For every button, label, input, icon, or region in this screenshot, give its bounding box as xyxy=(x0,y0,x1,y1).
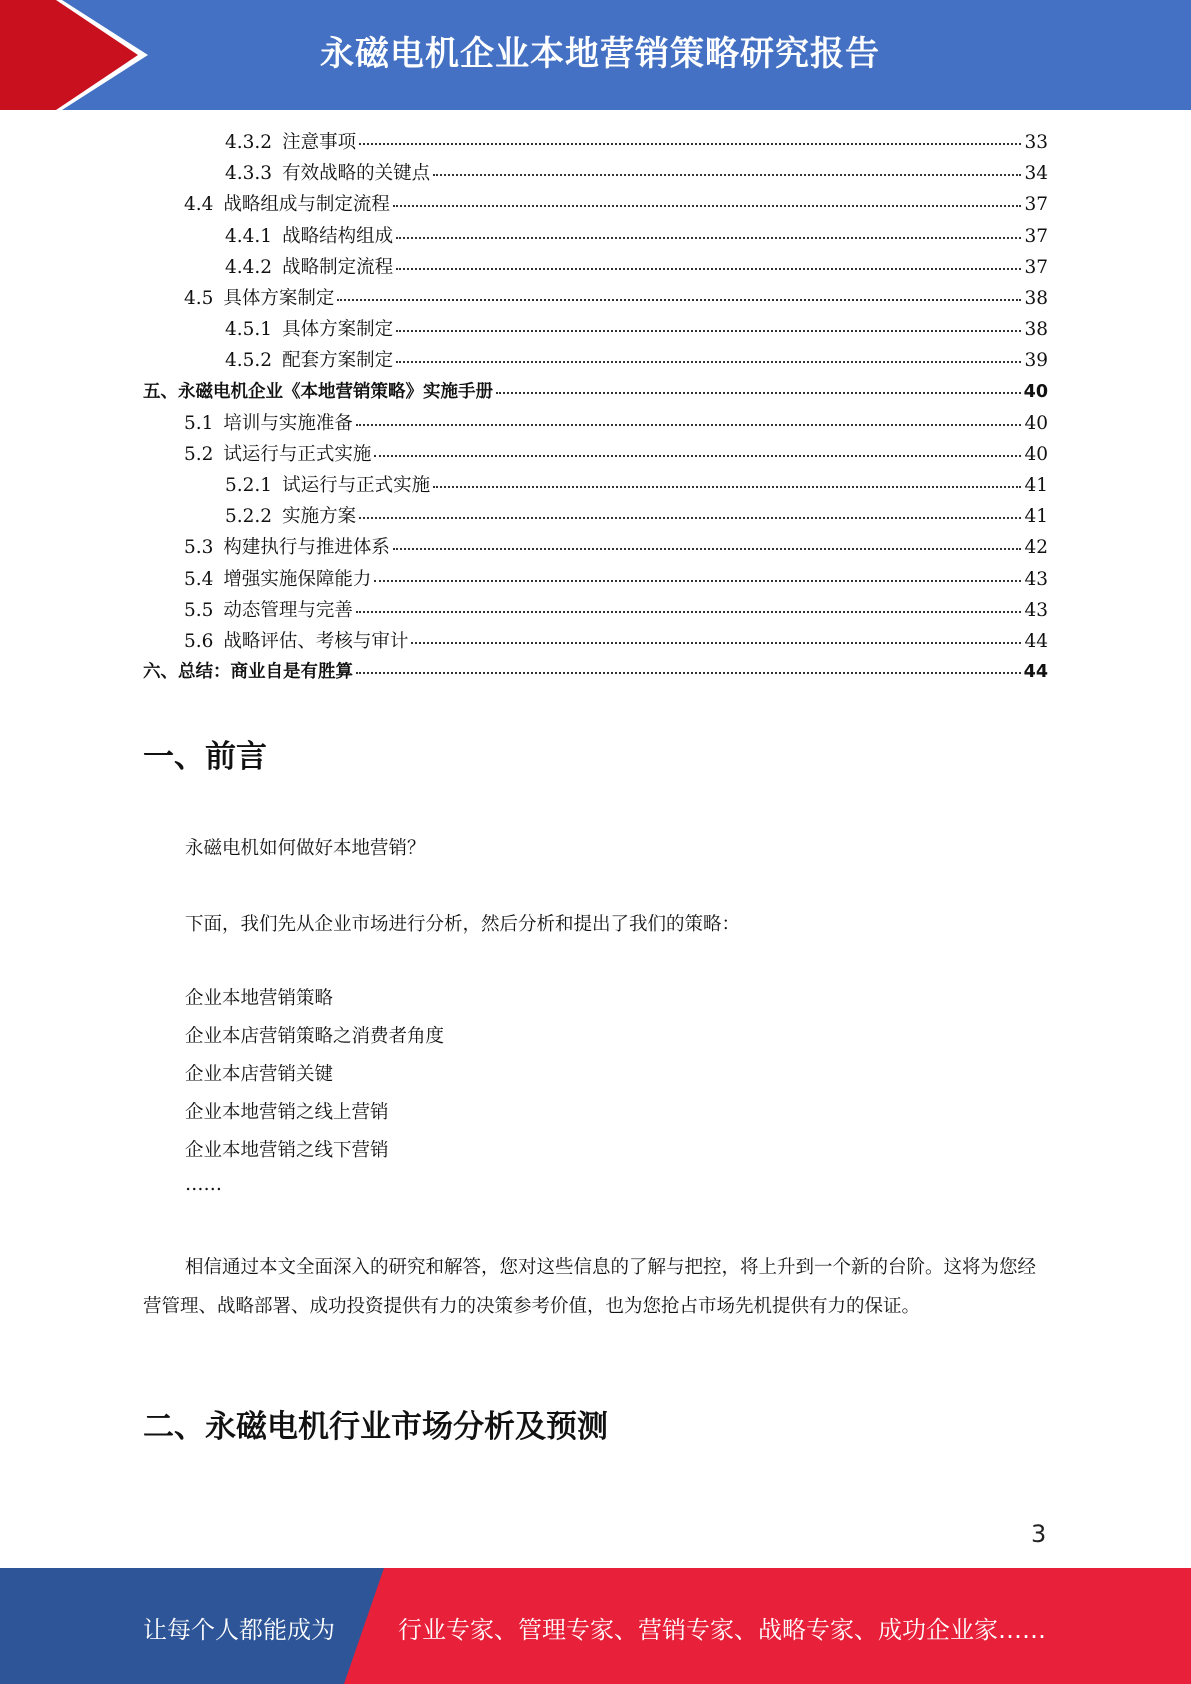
toc-entry[interactable] xyxy=(143,502,1048,533)
toc-dot-leader xyxy=(396,330,1021,332)
toc-entry-page: 37 xyxy=(1024,194,1048,216)
toc-entry-title: 战略组成与制定流程 xyxy=(223,194,390,216)
toc-entry-number: 4.3.3 xyxy=(225,163,273,185)
table-of-contents xyxy=(143,128,1048,689)
toc-dot-leader xyxy=(359,143,1021,145)
toc-entry-page: 34 xyxy=(1024,163,1048,185)
page-header xyxy=(0,0,1191,110)
toc-entry[interactable] xyxy=(143,533,1048,564)
toc-entry-number: 5.3 xyxy=(184,537,214,559)
report-title: 永磁电机企业本地营销策略研究报告 xyxy=(320,34,880,74)
toc-entry-page: 40 xyxy=(1024,443,1048,465)
toc-entry[interactable] xyxy=(143,253,1048,284)
toc-entry-page: 33 xyxy=(1024,132,1048,153)
toc-entry-title: 试运行与正式实施 xyxy=(223,443,372,465)
strategy-list-item: …… xyxy=(185,1174,222,1195)
toc-entry-page: 37 xyxy=(1024,225,1048,247)
toc-entry-number: 4.4.1 xyxy=(225,225,273,247)
toc-entry-title: 注意事项 xyxy=(282,132,357,153)
toc-entry-number: 4.5 xyxy=(184,287,214,309)
toc-entry[interactable] xyxy=(143,565,1048,596)
toc-entry-page: 39 xyxy=(1024,350,1048,372)
page-number: 3 xyxy=(1031,1520,1047,1548)
toc-entry-page: 40 xyxy=(1024,412,1048,434)
strategy-list xyxy=(185,984,444,1212)
toc-entry-page: 44 xyxy=(1023,662,1048,683)
toc-entry-title: 五、永磁电机企业《本地营销策略》实施手册 xyxy=(143,381,493,402)
toc-entry-title: 实施方案 xyxy=(282,506,357,528)
toc-entry-number: 4.5.2 xyxy=(225,350,273,372)
toc-entry-page: 41 xyxy=(1024,475,1048,497)
toc-entry-title: 具体方案制定 xyxy=(282,319,394,341)
toc-entry-page: 44 xyxy=(1024,631,1048,652)
toc-dot-leader xyxy=(393,205,1022,207)
toc-entry[interactable] xyxy=(143,471,1048,502)
toc-entry[interactable] xyxy=(143,627,1048,658)
toc-entry[interactable] xyxy=(143,378,1048,409)
toc-dot-leader xyxy=(411,642,1021,644)
toc-entry-title: 战略评估、考核与审计 xyxy=(223,631,409,652)
toc-entry-number: 4.4.2 xyxy=(225,256,273,278)
toc-entry-number: 4.4 xyxy=(184,194,214,216)
strategy-list-item: 企业本店营销策略之消费者角度 xyxy=(185,1026,445,1047)
strategy-list-item: 企业本地营销之线上营销 xyxy=(185,1102,389,1123)
toc-entry-number: 5.2.1 xyxy=(225,475,273,497)
toc-entry-title: 培训与实施准备 xyxy=(223,412,353,434)
toc-entry-title: 六、总结：商业自是有胜算 xyxy=(143,662,353,683)
toc-dot-leader xyxy=(356,611,1022,613)
footer-slogan-right: 行业专家、管理专家、营销专家、战略专家、成功企业家…… xyxy=(398,1616,1046,1644)
toc-entry-page: 38 xyxy=(1024,319,1048,341)
toc-dot-leader xyxy=(359,517,1021,519)
toc-entry-number: 5.5 xyxy=(184,599,214,621)
toc-dot-leader xyxy=(433,174,1021,176)
toc-entry-page: 37 xyxy=(1024,256,1048,278)
toc-entry[interactable] xyxy=(143,346,1048,377)
toc-entry-title: 有效战略的关键点 xyxy=(282,163,431,185)
toc-entry[interactable] xyxy=(143,658,1048,689)
toc-entry[interactable] xyxy=(143,315,1048,346)
toc-dot-leader xyxy=(337,299,1021,301)
toc-dot-leader xyxy=(396,237,1021,239)
toc-dot-leader xyxy=(356,424,1022,426)
preface-conclusion: 相信通过本文全面深入的研究和解答，您对这些信息的了解与把控，将上升到一个新的台阶。这将为您经营管理、战略部署、成功投资提供有力的决策参考价值，也为您抢占市场先机提供有力的保证。 xyxy=(143,1257,1037,1317)
toc-dot-leader xyxy=(374,455,1021,457)
toc-entry-page: 43 xyxy=(1024,599,1048,621)
toc-entry-title: 战略结构组成 xyxy=(282,225,394,247)
toc-entry-title: 增强实施保障能力 xyxy=(223,568,372,590)
toc-entry[interactable] xyxy=(143,409,1048,440)
toc-entry-page: 38 xyxy=(1024,287,1048,309)
toc-dot-leader xyxy=(396,268,1021,270)
strategy-list-item: 企业本地营销之线下营销 xyxy=(185,1140,389,1161)
preface-intro: 下面，我们先从企业市场进行分析，然后分析和提出了我们的策略： xyxy=(185,914,741,935)
toc-entry-page: 43 xyxy=(1024,568,1048,590)
toc-entry-number: 5.6 xyxy=(184,631,214,652)
toc-entry-number: 5.4 xyxy=(184,568,214,590)
toc-entry-title: 试运行与正式实施 xyxy=(282,475,431,497)
section-heading-market-analysis: 二、永磁电机行业市场分析及预测 xyxy=(143,1409,608,1445)
toc-entry[interactable] xyxy=(143,440,1048,471)
toc-entry[interactable] xyxy=(143,222,1048,253)
toc-entry-page: 42 xyxy=(1024,537,1048,559)
toc-dot-leader xyxy=(393,548,1022,550)
toc-entry-page: 40 xyxy=(1023,381,1048,402)
section-heading-preface: 一、前言 xyxy=(143,739,267,775)
toc-entry-title: 配套方案制定 xyxy=(282,350,394,372)
toc-dot-leader xyxy=(433,486,1021,488)
toc-dot-leader xyxy=(374,580,1021,582)
toc-entry[interactable] xyxy=(143,596,1048,627)
toc-entry-page: 41 xyxy=(1024,506,1048,528)
toc-entry-number: 4.3.2 xyxy=(225,132,273,153)
toc-entry-title: 战略制定流程 xyxy=(282,256,394,278)
preface-question: 永磁电机如何做好本地营销？ xyxy=(185,838,426,859)
footer-slogan-left: 让每个人都能成为 xyxy=(143,1616,335,1644)
toc-dot-leader xyxy=(356,672,1021,674)
toc-entry-number: 4.5.1 xyxy=(225,319,273,341)
toc-entry-title: 动态管理与完善 xyxy=(223,599,353,621)
toc-entry[interactable] xyxy=(143,190,1048,221)
toc-entry[interactable] xyxy=(143,159,1048,190)
toc-entry[interactable] xyxy=(143,284,1048,315)
strategy-list-item: 企业本地营销策略 xyxy=(185,988,334,1009)
page-footer xyxy=(0,1568,1191,1684)
toc-entry-title: 构建执行与推进体系 xyxy=(223,537,390,559)
toc-dot-leader xyxy=(396,361,1021,363)
toc-entry-number: 5.2.2 xyxy=(225,506,273,528)
toc-entry[interactable] xyxy=(143,128,1048,159)
toc-dot-leader xyxy=(496,392,1021,394)
toc-entry-title: 具体方案制定 xyxy=(223,287,335,309)
strategy-list-item: 企业本店营销关键 xyxy=(185,1064,334,1085)
toc-entry-number: 5.2 xyxy=(184,443,214,465)
toc-entry-number: 5.1 xyxy=(184,412,214,434)
